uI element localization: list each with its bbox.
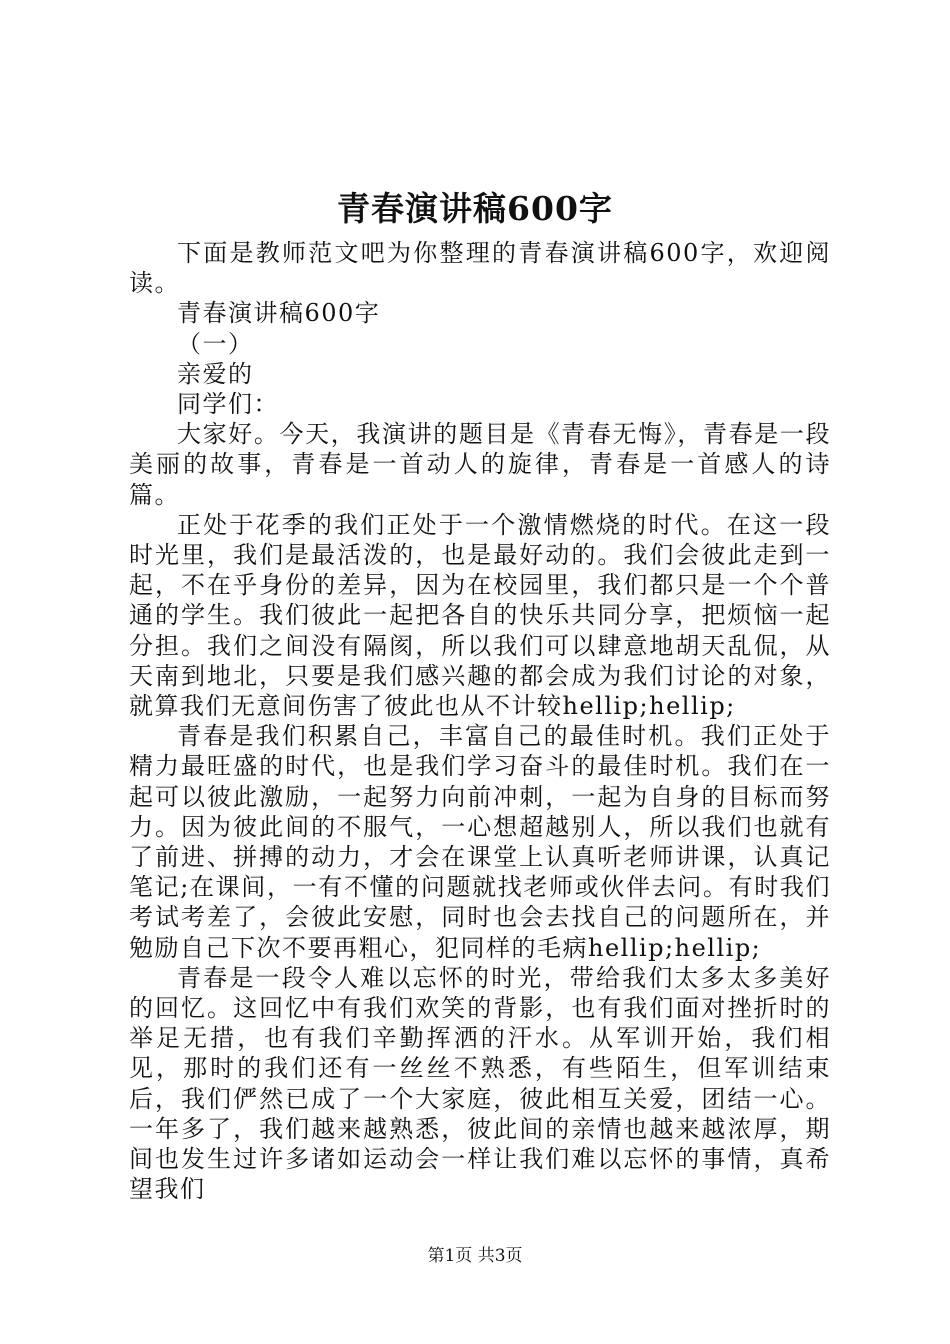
page-footer: 第1页 共3页 xyxy=(427,1246,523,1266)
salutation-line: 同学们： xyxy=(177,390,279,419)
body-paragraph: 正处于花季的我们正处于一个激情燃烧的时代。在这一段时光里，我们是最活泼的，也是最好动的。我们会彼此走到一起，不在乎身份的差异，因为在校园里，我们都只是一个个普通的学生。我们彼此一起把各自的快乐共同分享，把烦恼一起分担。我们之间没有隔阂，所以我们可以肆意地胡天乱侃，从天南到地北，只要是我们感兴趣的都会成为我们讨论的对象，就算我们无意间伤害了彼此也从不计较hellip;hellip; xyxy=(129,510,831,721)
section-number: （一） xyxy=(177,329,254,358)
document-title: 青春演讲稿600字 xyxy=(337,189,613,228)
body-paragraph: 青春是我们积累自己，丰富自己的最佳时机。我们正处于精力最旺盛的时代，也是我们学习奋斗的最佳时机。我们在一起可以彼此激励，一起努力向前冲刺，一起为自身的目标而努力。因为彼此间的不服气，一心想超越别人，所以我们也就有了前进、拼搏的动力，才会在课堂上认真听老师讲课，认真记笔记;在课间，一有不懂的问题就找老师或伙伴去问。有时我们考试考差了，会彼此安慰，同时也会去找自己的问题所在，并勉励自己下次不要再粗心，犯同样的毛病hellip;hellip; xyxy=(129,722,831,962)
document-body xyxy=(129,238,831,1205)
body-paragraph: 大家好。今天，我演讲的题目是《青春无悔》，青春是一段美丽的故事，青春是一首动人的旋律，青春是一首感人的诗篇。 xyxy=(129,420,831,509)
intro-paragraph: 下面是教师范文吧为你整理的青春演讲稿600字，欢迎阅读。 xyxy=(129,239,831,298)
section-heading: 青春演讲稿600字 xyxy=(177,299,381,328)
salutation-line: 亲爱的 xyxy=(177,359,254,388)
body-paragraph: 青春是一段令人难以忘怀的时光，带给我们太多太多美好的回忆。这回忆中有我们欢笑的背影，也有我们面对挫折时的举足无措，也有我们辛勤挥洒的汗水。从军训开始，我们相见，那时的我们还有一丝丝不熟悉，有些陌生，但军训结束后，我们俨然已成了一个大家庭，彼此相互关爱，团结一心。一年多了，我们越来越熟悉，彼此间的亲情也越来越浓厚，期间也发生过许多诸如运动会一样让我们难以忘怀的事情，真希望我们 xyxy=(129,963,831,1204)
